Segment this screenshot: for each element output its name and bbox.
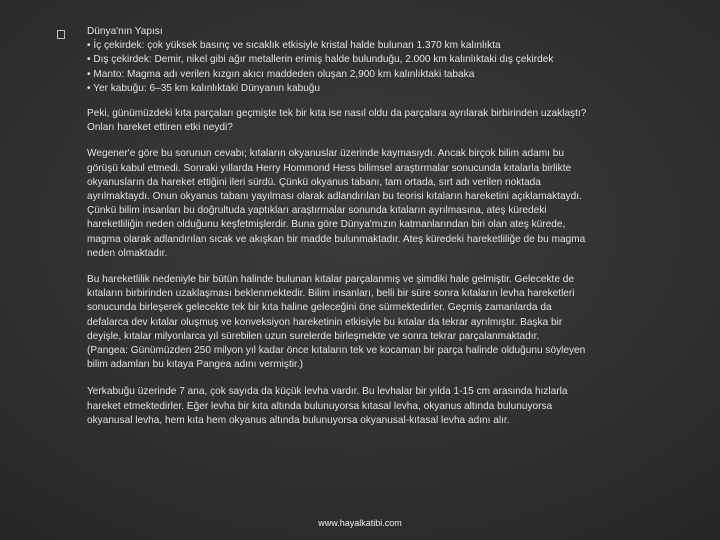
text-line: Çünkü bilim insanları bu doğrultuda yaptıkları araştırmalar sonunda kıtaların ayrılmasına, ateş küredeki [87, 205, 547, 217]
plates-paragraph [87, 385, 697, 428]
text-line: Peki, günümüzdeki kıta parçaları geçmişte tek bir kıta ise nasıl oldu da parçalara ayrılarak birbirinden uzaklaştı? [87, 108, 587, 120]
text-line: magma olarak adlandırılan sıcak ve akışkan bir madde bulunmaktadır. Ateş küredeki hareketliliğe de bu magma [87, 233, 586, 245]
bullet-square-icon [57, 30, 65, 39]
footer-url: www.hayalkatibi.com [318, 518, 402, 528]
text-line: okyanusal levha, hem kıta hem okyanus altında bulunuyorsa okyanusal-kıtasal levha adını alır. [87, 414, 510, 426]
structure-paragraph [87, 25, 697, 96]
bullet-line: • Dış çekirdek: Demir, nikel gibi ağır metallerin erimiş halde bulunduğu, 2.000 km kalınlıktaki dış çekirdek [87, 54, 554, 66]
slide-title: Dünya'nın Yapısı [87, 26, 163, 37]
text-line: (Pangea: Günümüzden 250 milyon yıl kadar önce kıtaların tek ve kocaman bir parça halinde olduğunu söyleyen [87, 345, 586, 357]
text-line: Wegener'e göre bu sorunun cevabı; kıtaların okyanuslar üzerinde kaymasıydı. Ancak birçok bilim adamı bu [87, 148, 564, 160]
text-line: Onları hareket ettiren etki neydi? [87, 122, 233, 134]
text-line: hareketliliğin neden olduğunu keşfetmişlerdir. Buna göre Dünya'mızın katmanlarından biri olan ateş kürede, [87, 219, 566, 231]
text-line: okyanusların da hareket ettiğini ileri sürdü. Çünkü okyanus tabanı, tam ortada, sırt adı verilen noktada [87, 176, 541, 188]
text-line: Yerkabuğu üzerinde 7 ana, çok sayıda da küçük levha vardır. Bu levhalar bir yılda 1-15 cm arasında hızlarla [87, 386, 568, 398]
slide-content [87, 25, 697, 428]
question-paragraph [87, 107, 697, 135]
text-line: kıtaların birbirinden uzaklaşması beklenmektedir. Bilim insanları, belli bir süre sonra kıtaların levha hareketleri [87, 288, 575, 300]
bullet-line: • Manto: Magma adı verilen kızgın akıcı maddeden oluşan 2,900 km kalınlıktaki tabaka [87, 68, 475, 80]
text-line: ayrılmaktaydı. Onun okyanus tabanı yayılması olarak adlandırılan bu teorisi kıtaların hareketini açıklamaktaydı. [87, 191, 582, 203]
text-line: sonucunda birleşerek gelecekte tek bir kıta haline geleceğini öne sürmektedirler. Geçmiş zamanlarda da [87, 302, 552, 314]
text-line: neden olmaktadır. [87, 247, 168, 259]
text-line: Bu hareketlilik nedeniyle bir bütün halinde bulunan kıtalar parçalanmış ve şimdiki hale gelmiştir. Gelecekte de [87, 274, 575, 286]
movement-paragraph [87, 273, 697, 372]
bullet-line: • Yer kabuğu: 6–35 km kalınlıktaki Dünyanın kabuğu [87, 82, 321, 94]
text-line: deyişle, kıtalar milyonlarca yıl sürebilen uzun surelerde birleşmekte ve sonra tekrar parçalanmaktadır. [87, 330, 540, 342]
text-line: defalarca dev kıtalar oluşmuş ve konveksiyon hareketinin etkisiyle bu kıtalar da tekrar ayrılmıştır. Başka bir [87, 316, 563, 328]
bullet-line: • İç çekirdek: çok yüksek basınç ve sıcaklık etkisiyle kristal halde bulunan 1.370 km kalınlıkta [87, 40, 501, 52]
text-line: bilim adamları bu kıtaya Pangea adını vermiştir.) [87, 359, 303, 371]
text-line: görüşü kabul etmedi. Sonraki yıllarda Herry Hommond Hess bilimsel araştırmalar sonucunda kıtalarla birlikte [87, 162, 572, 174]
wegener-paragraph [87, 147, 697, 261]
text-line: hareket etmektedirler. Eğer levha bir kıta altında bulunuyorsa kıtasal levha, okyanus altında bulunuyorsa [87, 400, 553, 412]
